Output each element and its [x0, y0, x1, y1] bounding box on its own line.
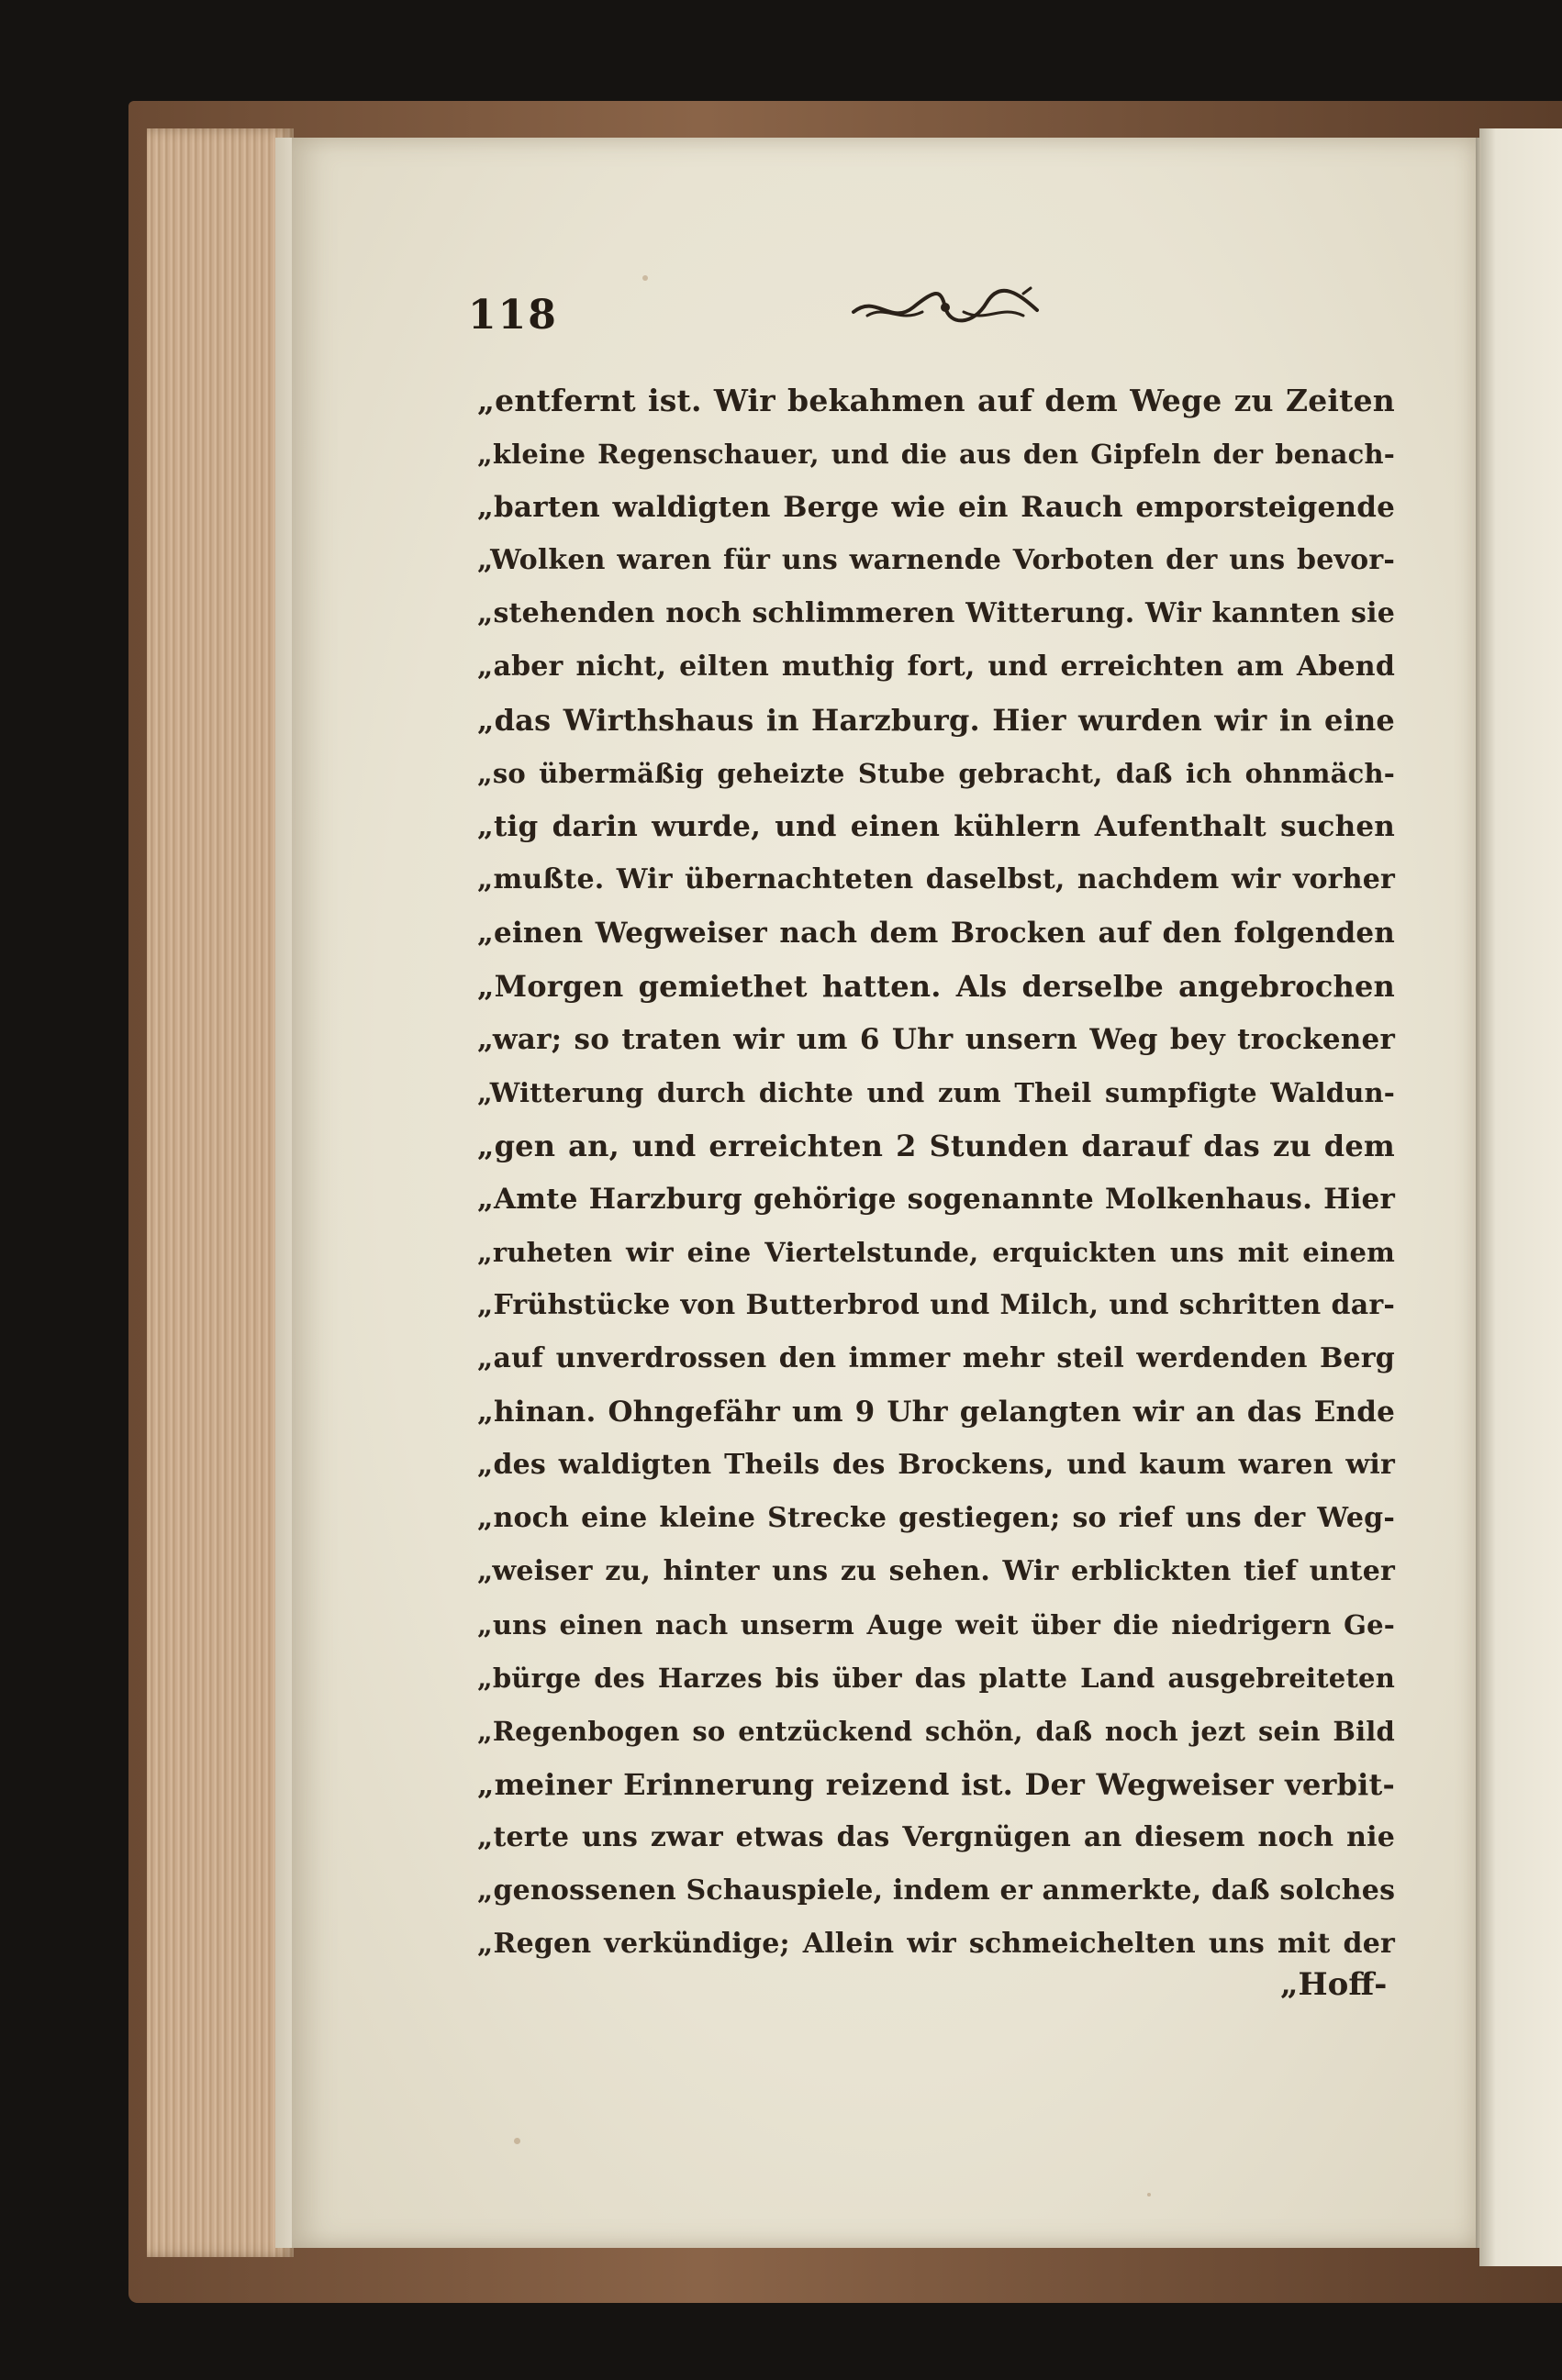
- text-line: „noch eine kleine Strecke gestiegen; so rief uns der Weg-: [477, 1502, 1395, 1534]
- text-line: „war; so traten wir um 6 Uhr unsern Weg bey trockener: [477, 1023, 1395, 1056]
- text-line: „entfernt ist. Wir bekahmen auf dem Wege zu Zeiten: [477, 383, 1395, 418]
- text-line: „hinan. Ohngefähr um 9 Uhr gelangten wir an das Ende: [477, 1396, 1395, 1429]
- text-line: „genossenen Schauspiele, indem er anmerkte, daß solches: [477, 1874, 1396, 1907]
- text-line: „aber nicht, eilten muthig fort, und erreichten am Abend: [477, 651, 1395, 683]
- foxing-speck: [514, 2138, 520, 2144]
- text-line: „barten waldigten Berge wie ein Rauch emporsteigende: [477, 491, 1395, 524]
- text-line: „Wolken waren für uns warnende Vorboten der uns bevor-: [477, 544, 1395, 576]
- foxing-speck: [642, 275, 648, 281]
- text-line: „Frühstücke von Butterbrod und Milch, und schritten dar-: [477, 1289, 1395, 1321]
- foxing-speck: [1303, 1789, 1308, 1794]
- text-line: „kleine Regenschauer, und die aus den Gipfeln der benach-: [477, 439, 1395, 470]
- text-line: „meiner Erinnerung reizend ist. Der Wegweiser verbit-: [477, 1767, 1395, 1802]
- text-line: „bürge des Harzes bis über das platte Land ausgebreiteten: [477, 1663, 1395, 1694]
- text-line: „das Wirthshaus in Harzburg. Hier wurden wir in eine: [477, 703, 1395, 738]
- catchword: „Hoff-: [1280, 1966, 1388, 2003]
- text-line: „stehenden noch schlimmeren Witterung. Wir kannten sie: [477, 597, 1395, 629]
- text-line: „Morgen gemiethet hatten. Als derselbe angebrochen: [477, 969, 1395, 1004]
- text-line: „einen Wegweiser nach dem Brocken auf den folgenden: [477, 917, 1395, 950]
- text-line: „gen an, und erreichten 2 Stunden darauf das zu dem: [477, 1129, 1395, 1163]
- ornament-flourish-icon: [849, 284, 1042, 330]
- text-line: „des waldigten Theils des Brockens, und kaum waren wir: [477, 1449, 1395, 1481]
- text-line: „terte uns zwar etwas das Vergnügen an diesem noch nie: [477, 1821, 1395, 1853]
- text-line: „Regen verkündige; Allein wir schmeichelten uns mit der: [477, 1928, 1395, 1960]
- text-line: „uns einen nach unserm Auge weit über die niedrigern Ge-: [477, 1609, 1395, 1640]
- text-block: [477, 374, 1395, 1971]
- page-edges: [147, 128, 294, 2257]
- text-line: „so übermäßig geheizte Stube gebracht, daß ich ohnmäch-: [477, 758, 1395, 789]
- text-line: „Witterung durch dichte und zum Theil sumpfigte Waldun-: [477, 1077, 1395, 1108]
- facing-page: [1479, 128, 1562, 2266]
- text-line: „weiser zu, hinter uns zu sehen. Wir erblickten tief unter: [477, 1555, 1395, 1587]
- text-line: „mußte. Wir übernachteten daselbst, nachdem wir vorher: [477, 863, 1395, 895]
- foxing-speck: [1147, 2193, 1151, 2196]
- page-number: 118: [468, 292, 558, 339]
- text-line: „ruheten wir eine Viertelstunde, erquickten uns mit einem: [477, 1237, 1395, 1268]
- text-line: „auf unverdrossen den immer mehr steil werdenden Berg: [477, 1342, 1395, 1374]
- text-line: „Amte Harzburg gehörige sogenannte Molkenhaus. Hier: [477, 1183, 1395, 1216]
- text-line: „Regenbogen so entzückend schön, daß noch jezt sein Bild: [477, 1716, 1395, 1747]
- text-line: „tig darin wurde, und einen kühlern Aufenthalt suchen: [477, 810, 1395, 843]
